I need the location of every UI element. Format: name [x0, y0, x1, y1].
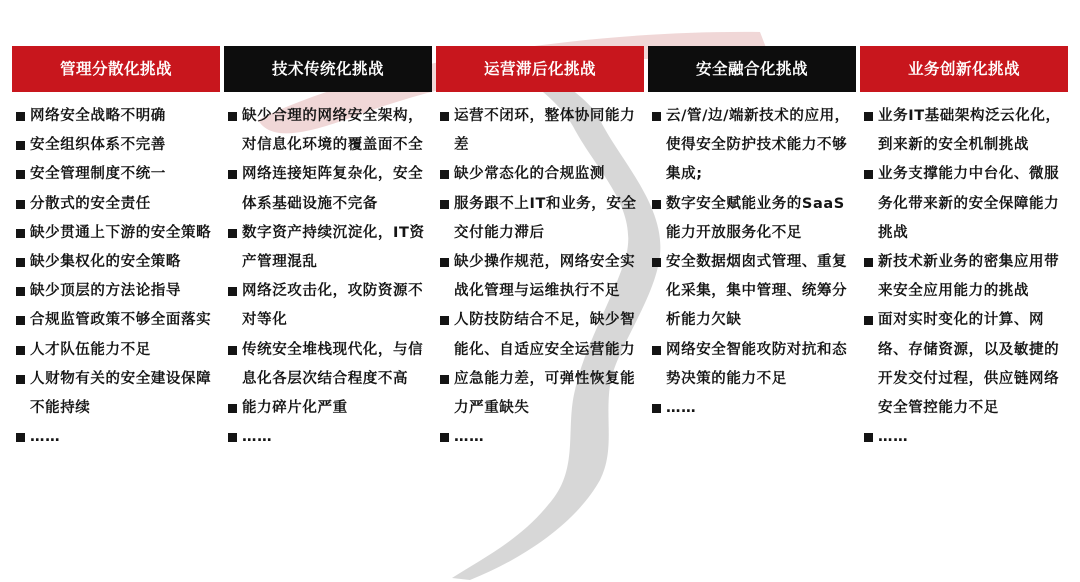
list-item: 安全数据烟囱式管理、重复化采集，集中管理、统筹分析能力欠缺	[652, 248, 856, 336]
column-header: 管理分散化挑战	[12, 46, 220, 92]
challenge-list	[436, 92, 644, 452]
list-item: 新技术新业务的密集应用带来安全应用能力的挑战	[864, 248, 1068, 306]
list-item: ……	[228, 423, 432, 452]
list-item: ……	[652, 394, 856, 423]
column-operations	[436, 46, 644, 576]
list-item: 人防技防结合不足，缺少智能化、自适应安全运营能力	[440, 306, 644, 364]
list-item: 数字资产持续沉淀化，IT资产管理混乱	[228, 219, 432, 277]
list-item: 缺少操作规范，网络安全实战化管理与运维执行不足	[440, 248, 644, 306]
list-item: 服务跟不上IT和业务，安全交付能力滞后	[440, 190, 644, 248]
list-item: 人才队伍能力不足	[16, 336, 220, 365]
column-header: 运营滞后化挑战	[436, 46, 644, 92]
list-item: ……	[16, 423, 220, 452]
list-item: 缺少常态化的合规监测	[440, 160, 644, 189]
list-item: 网络安全战略不明确	[16, 102, 220, 131]
list-item: 云/管/边/端新技术的应用，使得安全防护技术能力不够集成;	[652, 102, 856, 190]
list-item: 分散式的安全责任	[16, 190, 220, 219]
challenge-list	[648, 92, 856, 423]
list-item: 应急能力差，可弹性恢复能力严重缺失	[440, 365, 644, 423]
list-item: 安全管理制度不统一	[16, 160, 220, 189]
list-item: 网络泛攻击化，攻防资源不对等化	[228, 277, 432, 335]
list-item: 能力碎片化严重	[228, 394, 432, 423]
column-security-fusion	[648, 46, 856, 576]
list-item: 网络连接矩阵复杂化，安全体系基础设施不完备	[228, 160, 432, 218]
list-item: 业务IT基础架构泛云化化，到来新的安全机制挑战	[864, 102, 1068, 160]
list-item: 传统安全堆栈现代化，与信息化各层次结合程度不高	[228, 336, 432, 394]
column-technology	[224, 46, 432, 576]
list-item: 缺少合理的网络安全架构，对信息化环境的覆盖面不全	[228, 102, 432, 160]
column-management	[12, 46, 220, 576]
list-item: 合规监管政策不够全面落实	[16, 306, 220, 335]
list-item: 人财物有关的安全建设保障不能持续	[16, 365, 220, 423]
challenge-list	[224, 92, 432, 452]
challenge-list	[12, 92, 220, 452]
list-item: ……	[440, 423, 644, 452]
list-item: 安全组织体系不完善	[16, 131, 220, 160]
list-item: 缺少贯通上下游的安全策略	[16, 219, 220, 248]
list-item: 面对实时变化的计算、网络、存储资源，以及敏捷的开发交付过程，供应链网络安全管控能力不足	[864, 306, 1068, 423]
list-item: ……	[864, 423, 1068, 452]
list-item: 数字安全赋能业务的SaaS能力开放服务化不足	[652, 190, 856, 248]
list-item: 业务支撑能力中台化、微服务化带来新的安全保障能力挑战	[864, 160, 1068, 248]
column-business-innovation	[860, 46, 1068, 576]
challenge-columns	[12, 46, 1068, 576]
list-item: 缺少集权化的安全策略	[16, 248, 220, 277]
list-item: 运营不闭环，整体协同能力差	[440, 102, 644, 160]
column-header: 技术传统化挑战	[224, 46, 432, 92]
column-header: 业务创新化挑战	[860, 46, 1068, 92]
list-item: 缺少顶层的方法论指导	[16, 277, 220, 306]
list-item: 网络安全智能攻防对抗和态势决策的能力不足	[652, 336, 856, 394]
column-header: 安全融合化挑战	[648, 46, 856, 92]
challenge-list	[860, 92, 1068, 452]
